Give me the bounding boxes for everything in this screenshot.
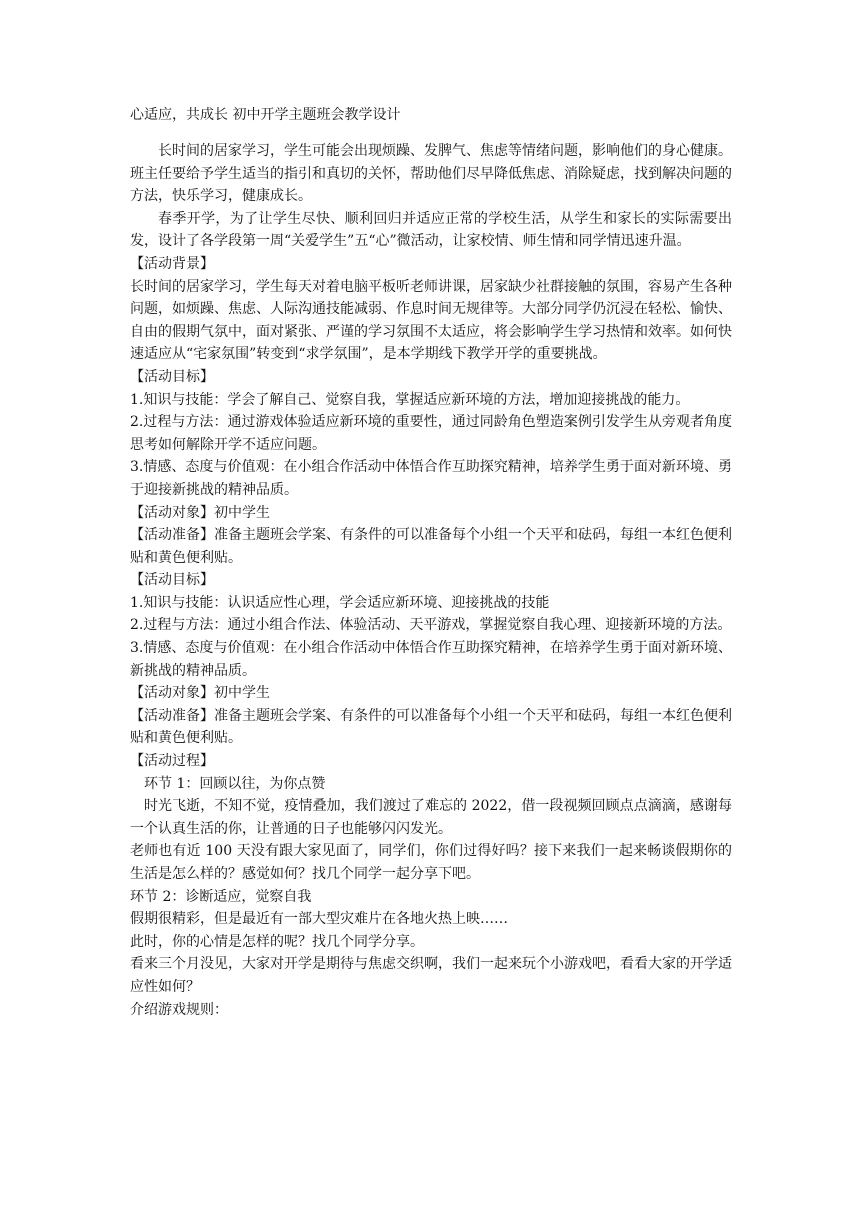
goal2-item-2: 2.过程与方法：通过小组合作法、体验活动、天平游戏，掌握觉察自我心理、迎接新环境的方法。	[130, 617, 732, 634]
section-heading-background: 【活动背景】	[130, 255, 214, 272]
goal2-item-3: 3.情感、态度与价值观：在小组合作活动中体悟合作互助探究精神，在培养学生勇于面对新环境、新挑战的精神品质。	[130, 640, 732, 679]
goal-item-3: 3.情感、态度与价值观：在小组合作活动中体悟合作互助探究精神，培养学生勇于面对新环境、勇于迎接新挑战的精神品质。	[130, 459, 732, 498]
preparation-paragraph: 【活动准备】准备主题班会学案、有条件的可以准备每个小组一个天平和砝码，每组一本红色便利贴和黄色便利贴。	[130, 527, 732, 566]
section-heading-goals: 【活动目标】	[130, 368, 214, 385]
process-step-2-line-2: 此时，你的心情是怎样的呢？找几个同学分享。	[130, 933, 424, 950]
process-step-2-line-3: 看来三个月没见，大家对开学是期待与焦虑交织啊，我们一起来玩个小游戏吧，看看大家的开学适应性如何？	[130, 956, 732, 995]
section-heading-audience: 【活动对象】初中学生	[130, 504, 270, 521]
process-step-2-rules: 介绍游戏规则：	[130, 1001, 228, 1018]
process-step-1-title: 环节 1：回顾以往，为你点赞	[144, 775, 326, 792]
process-step-2-line-1: 假期很精彩，但是最近有一部大型灾难片在各地火热上映……	[130, 911, 508, 928]
goal2-item-1: 1.知识与技能：认识适应性心理，学会适应新环境、迎接挑战的技能	[130, 594, 550, 611]
document-title: 心适应，共成长 初中开学主题班会教学设计	[130, 107, 401, 123]
process-step-2-title: 环节 2：诊断适应，觉察自我	[130, 888, 312, 905]
section-heading-audience-2: 【活动对象】初中学生	[130, 685, 270, 702]
goal-item-2: 2.过程与方法：通过游戏体验适应新环境的重要性，通过同龄角色塑造案例引发学生从旁观者角度思考如何解除开学不适应问题。	[130, 414, 732, 453]
document-page	[130, 104, 732, 1021]
process-step-1-question: 老师也有近 100 天没有跟大家见面了，同学们，你们过得好吗？接下来我们一起来畅谈假期你的生活是怎么样的？感觉如何？找几个同学一起分享下吧。	[130, 843, 732, 882]
background-paragraph: 长时间的居家学习，学生每天对着电脑平板听老师讲课，居家缺少社群接触的氛围，容易产生各种问题，如烦躁、焦虑、人际沟通技能减弱、作息时间无规律等。大部分同学仍沉浸在轻松、愉快、自由的假期气氛中，面对紧张、严谨的学习氛围不太适应，将会影响学生学习热情和效率。如何快速适应从“宅家氛围”转变到“求学氛围”，是本学期线下教学开学的重要挑战。	[130, 278, 732, 363]
preparation-paragraph-2: 【活动准备】准备主题班会学案、有条件的可以准备每个小组一个天平和砝码，每组一本红色便利贴和黄色便利贴。	[130, 707, 732, 747]
goal-item-1: 1.知识与技能：学会了解自己、觉察自我，掌握适应新环境的方法，增加迎接挑战的能力。	[130, 391, 690, 408]
section-heading-goals-2: 【活动目标】	[130, 572, 214, 589]
process-step-1-body: 时光飞逝，不知不觉，疫情叠加，我们渡过了难忘的 2022，借一段视频回顾点点滴滴，感谢每一个认真生活的你，让普通的日子也能够闪闪发光。	[130, 798, 732, 837]
section-heading-process: 【活动过程】	[130, 753, 214, 770]
intro-paragraph-2: 春季开学，为了让学生尽快、顺利回归并适应正常的学校生活，从学生和家长的实际需要出发，设计了各学段第一周“关爱学生”五“心”微活动，让家校情、师生情和同学情迅速升温。	[130, 210, 732, 250]
intro-paragraph-1: 长时间的居家学习，学生可能会出现烦躁、发脾气、焦虑等情绪问题，影响他们的身心健康。班主任要给予学生适当的指引和真切的关怀，帮助他们尽早降低焦虑、消除疑虑，找到解决问题的方法，快乐学习，健康成长。	[130, 143, 732, 205]
